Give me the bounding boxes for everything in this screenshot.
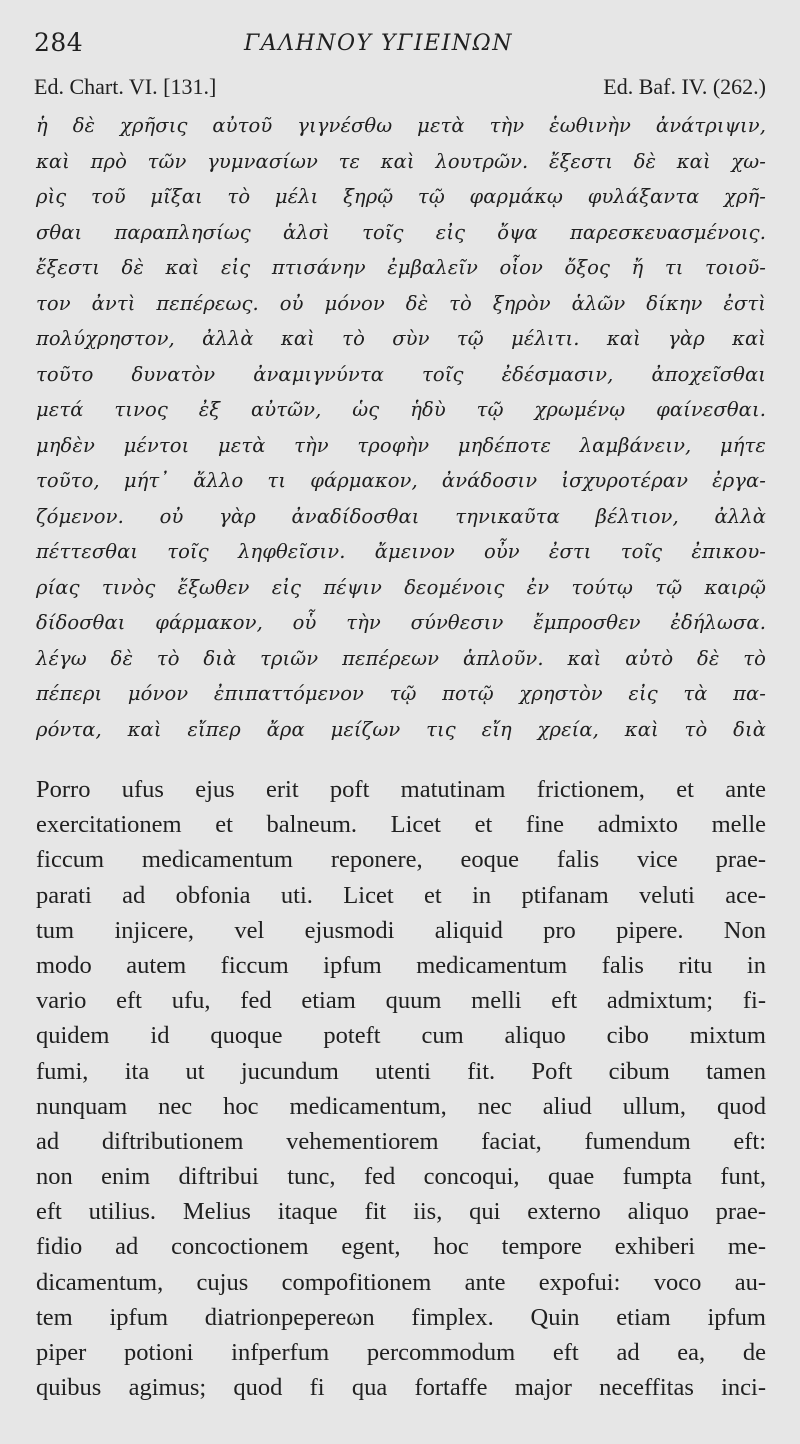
- latin-line: modo autem ficcum ipfum medicamentum falis ritu in: [36, 951, 766, 979]
- latin-line: fidio ad concoctionem egent, hoc tempore exhiberi me-: [36, 1233, 766, 1261]
- latin-line: eft utilius. Melius itaque fit iis, qui externo aliquo prae-: [36, 1198, 766, 1226]
- greek-line: πέττεσθαι τοῖς ληφθεῖσιν. ἄμεινον οὖν ἐστι τοῖς ἐπικου-: [36, 540, 766, 563]
- greek-line: ζόμενον. οὐ γὰρ ἀναδίδοσθαι τηνικαῦτα βέλτιον, ἀλλὰ: [36, 504, 766, 528]
- greek-line: τοῦτο δυνατὸν ἀναμιγνύντα τοῖς ἐδέσμασιν, ἀποχεῖσθαι: [36, 362, 766, 386]
- greek-line: μετά τινος ἐξ αὐτῶν, ὡς ἡδὺ τῷ χρωμένῳ φαίνεσθαι.: [36, 398, 766, 421]
- latin-line: exercitationem et balneum. Licet et fine admixto melle: [36, 811, 766, 839]
- greek-line: πέπερι μόνον ἐπιπαττόμενον τῷ ποτῷ χρηστὸν εἰς τὰ πα-: [36, 682, 766, 705]
- edition-left-reference: Ed. Chart. VI. [131.]: [34, 74, 217, 99]
- page-number: 284: [34, 28, 84, 57]
- latin-line: quidem id quoque poteft cum aliquo cibo mixtum: [36, 1022, 766, 1050]
- greek-line: μηδὲν μέντοι μετὰ τὴν τροφὴν μηδέποτε λαμβάνειν, μήτε: [36, 433, 766, 457]
- latin-line: ficcum medicamentum reponere, eoque falis vice prae-: [36, 846, 766, 874]
- latin-line: tem ipfum diatrionpepereωn fimplex. Quin etiam ipfum: [36, 1303, 766, 1331]
- greek-line: τοῦτο, μήτ᾿ ἄλλο τι φάρμακον, ἀνάδοσιν ἰσχυροτέραν ἐργα-: [36, 469, 766, 492]
- latin-line: ad diftributionem vehementiorem faciat, fumendum eft:: [36, 1127, 766, 1155]
- latin-line: fumi, ita ut jucundum utenti fit. Poft cibum tamen: [36, 1057, 766, 1085]
- greek-line: ρίας τινὸς ἔξωθεν εἰς πέψιν δεομένοις ἐν τούτῳ τῷ καιρῷ: [36, 575, 766, 599]
- greek-line: δίδοσθαι φάρμακον, οὗ τὴν σύνθεσιν ἔμπροσθεν ἐδήλωσα.: [36, 611, 766, 634]
- greek-line: ρόντα, καὶ εἴπερ ἄρα μείζων τις εἴη χρεία, καὶ τὸ διὰ: [36, 717, 766, 741]
- greek-line: τον ἀντὶ πεπέρεως. οὐ μόνον δὲ τὸ ξηρὸν ἁλῶν δίκην ἐστὶ: [36, 291, 766, 315]
- latin-line: vario eft ufu, fed etiam quum melli eft admixtum; fi-: [36, 987, 766, 1015]
- latin-line: nunquam nec hoc medicamentum, nec aliud ullum, quod: [36, 1092, 766, 1120]
- edition-right-reference: Ed. Baf. IV. (262.): [603, 74, 766, 99]
- latin-line: tum injicere, vel ejusmodi aliquid pro pipere. Non: [36, 916, 766, 944]
- latin-text-block: [36, 772, 766, 1405]
- greek-line: ἡ δὲ χρῆσις αὐτοῦ γιγνέσθω μετὰ τὴν ἑωθινὴν ἀνάτριψιν,: [36, 114, 766, 137]
- latin-line: parati ad obfonia uti. Licet et in ptifanam veluti ace-: [36, 881, 766, 909]
- greek-line: λέγω δὲ τὸ διὰ τριῶν πεπέρεων ἁπλοῦν. καὶ αὐτὸ δὲ τὸ: [36, 646, 766, 670]
- greek-text-block: [36, 108, 766, 747]
- greek-line: ρὶς τοῦ μῖξαι τὸ μέλι ξηρῷ τῷ φαρμάκῳ φυλάξαντα χρῆ-: [36, 185, 766, 208]
- latin-line: Porro ufus ejus erit poft matutinam frictionem, et ante: [36, 776, 766, 803]
- running-title: ΓΑΛΗΝΟΥ ΥΓΙΕΙΝΩΝ: [244, 31, 513, 56]
- greek-line: σθαι παραπλησίως ἁλσὶ τοῖς εἰς ὄψα παρεσκευασμένοις.: [36, 220, 766, 244]
- latin-line: non enim diftribui tunc, fed concoqui, quae fumpta funt,: [36, 1163, 766, 1191]
- running-head: [34, 28, 774, 68]
- edition-line: [34, 74, 766, 106]
- greek-line: πολύχρηστον, ἀλλὰ καὶ τὸ σὺν τῷ μέλιτι. καὶ γὰρ καὶ: [36, 327, 766, 350]
- greek-line: καὶ πρὸ τῶν γυμνασίων τε καὶ λουτρῶν. ἔξεστι δὲ καὶ χω-: [36, 149, 766, 173]
- latin-line: piper potioni infperfum percommodum eft ad ea, de: [36, 1339, 766, 1366]
- latin-line: quibus agimus; quod fi qua fortaffe major neceffitas inci-: [36, 1374, 766, 1402]
- latin-line: dicamentum, cujus compofitionem ante expofui: voco au-: [36, 1268, 766, 1296]
- greek-line: ἔξεστι δὲ καὶ εἰς πτισάνην ἐμβαλεῖν οἷον ὄξος ἤ τι τοιοῦ-: [36, 256, 766, 279]
